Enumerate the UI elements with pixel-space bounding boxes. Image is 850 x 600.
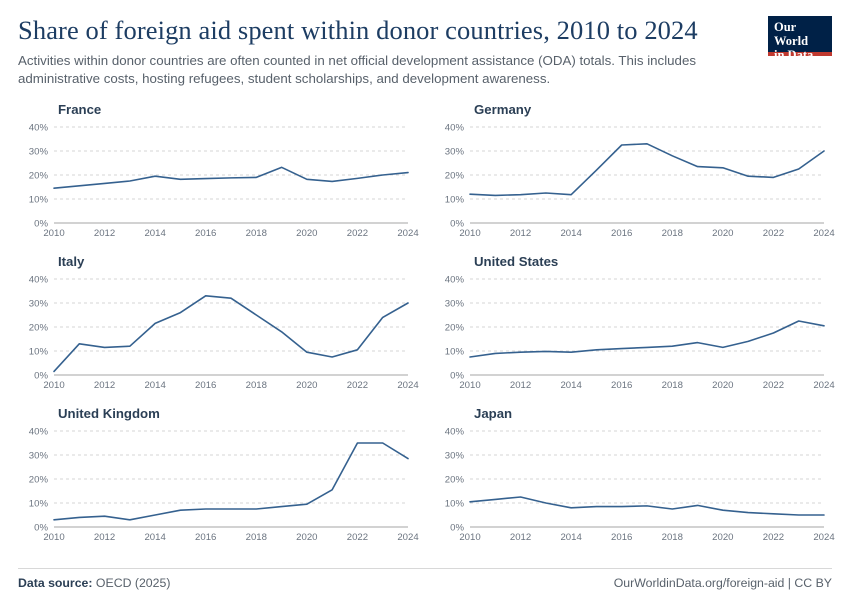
x-tick-label: 2010 xyxy=(459,532,481,544)
x-tick-label: 2014 xyxy=(560,228,582,240)
y-tick-label: 30% xyxy=(28,450,48,462)
y-tick-label: 20% xyxy=(444,170,464,182)
chart-panel xyxy=(434,254,835,402)
plot-area xyxy=(18,271,419,393)
source-value: OECD (2025) xyxy=(95,576,171,590)
y-tick-label: 10% xyxy=(444,194,464,206)
series-line xyxy=(470,321,824,357)
x-tick-label: 2022 xyxy=(346,380,369,392)
x-tick-label: 2020 xyxy=(712,228,734,240)
x-tick-label: 2010 xyxy=(459,228,481,240)
x-tick-label: 2018 xyxy=(661,228,683,240)
chart-panel xyxy=(18,102,419,250)
x-tick-label: 2020 xyxy=(296,228,318,240)
y-tick-label: 0% xyxy=(450,218,464,230)
chart-panel xyxy=(434,406,835,554)
y-tick-label: 10% xyxy=(28,194,48,206)
plot-area xyxy=(18,423,419,545)
x-tick-label: 2012 xyxy=(509,228,532,240)
small-multiples-grid xyxy=(18,102,835,554)
y-tick-label: 40% xyxy=(444,274,464,286)
x-tick-label: 2022 xyxy=(346,532,369,544)
y-tick-label: 20% xyxy=(444,322,464,334)
y-tick-label: 40% xyxy=(444,122,464,134)
y-tick-label: 20% xyxy=(28,170,48,182)
y-tick-label: 40% xyxy=(28,274,48,286)
y-tick-label: 40% xyxy=(28,122,48,134)
y-tick-label: 0% xyxy=(34,522,48,534)
panel-title: Italy xyxy=(58,254,85,270)
y-tick-label: 10% xyxy=(444,346,464,358)
plot-area xyxy=(434,271,835,393)
y-tick-label: 20% xyxy=(444,474,464,486)
x-tick-label: 2016 xyxy=(611,380,633,392)
panel-title: United Kingdom xyxy=(58,406,160,422)
x-tick-label: 2024 xyxy=(397,228,419,240)
y-tick-label: 30% xyxy=(444,450,464,462)
x-tick-label: 2020 xyxy=(296,380,318,392)
owid-logo-line2: in Data xyxy=(774,48,814,63)
source-label: Data source: xyxy=(18,576,93,590)
x-tick-label: 2012 xyxy=(93,380,116,392)
y-tick-label: 10% xyxy=(28,346,48,358)
y-tick-label: 0% xyxy=(450,522,464,534)
x-tick-label: 2010 xyxy=(43,380,65,392)
x-tick-label: 2024 xyxy=(813,532,835,544)
x-tick-label: 2016 xyxy=(195,380,217,392)
y-tick-label: 10% xyxy=(444,498,464,510)
x-tick-label: 2018 xyxy=(245,228,267,240)
x-tick-label: 2024 xyxy=(397,380,419,392)
y-tick-label: 0% xyxy=(34,218,48,230)
y-tick-label: 40% xyxy=(28,426,48,438)
y-tick-label: 30% xyxy=(444,298,464,310)
plot-area xyxy=(18,119,419,241)
y-tick-label: 0% xyxy=(34,370,48,382)
x-tick-label: 2018 xyxy=(245,532,267,544)
chart-panel xyxy=(18,406,419,554)
page-title: Share of foreign aid spent within donor countries, 2010 to 2024 xyxy=(18,15,698,45)
x-tick-label: 2016 xyxy=(195,532,217,544)
y-tick-label: 10% xyxy=(28,498,48,510)
x-tick-label: 2010 xyxy=(459,380,481,392)
chart-header xyxy=(18,16,832,88)
chart-panel xyxy=(18,254,419,402)
owid-logo[interactable] xyxy=(768,16,832,63)
x-tick-label: 2014 xyxy=(144,532,166,544)
x-tick-label: 2014 xyxy=(144,228,166,240)
y-tick-label: 30% xyxy=(28,298,48,310)
line-chart-svg xyxy=(18,423,419,545)
y-tick-label: 40% xyxy=(444,426,464,438)
x-tick-label: 2014 xyxy=(560,380,582,392)
line-chart-svg xyxy=(18,271,419,393)
x-tick-label: 2012 xyxy=(509,532,532,544)
chart-footer xyxy=(18,568,832,590)
line-chart-svg xyxy=(434,423,835,545)
x-tick-label: 2022 xyxy=(762,228,785,240)
x-tick-label: 2024 xyxy=(813,380,835,392)
x-tick-label: 2012 xyxy=(93,532,116,544)
x-tick-label: 2022 xyxy=(762,532,785,544)
series-line xyxy=(54,296,408,372)
x-tick-label: 2018 xyxy=(245,380,267,392)
panel-title: Japan xyxy=(474,406,513,422)
panel-title: United States xyxy=(474,254,559,270)
x-tick-label: 2016 xyxy=(611,228,633,240)
y-tick-label: 0% xyxy=(450,370,464,382)
x-tick-label: 2016 xyxy=(195,228,217,240)
x-tick-label: 2020 xyxy=(712,380,734,392)
x-tick-label: 2012 xyxy=(93,228,116,240)
x-tick-label: 2022 xyxy=(346,228,369,240)
x-tick-label: 2020 xyxy=(712,532,734,544)
y-tick-label: 20% xyxy=(28,322,48,334)
y-tick-label: 30% xyxy=(28,146,48,158)
footer-source xyxy=(18,576,170,590)
page-subtitle: Activities within donor countries are often counted in net official development assistance (ODA) totals. This includes administrative costs, hosting refugees, student scholarships, and development awareness. xyxy=(18,52,696,87)
x-tick-label: 2024 xyxy=(397,532,419,544)
y-tick-label: 20% xyxy=(28,474,48,486)
x-tick-label: 2024 xyxy=(813,228,835,240)
footer-link[interactable]: OurWorldinData.org/foreign-aid | CC BY xyxy=(613,576,832,590)
series-line xyxy=(470,144,824,196)
x-tick-label: 2014 xyxy=(560,532,582,544)
x-tick-label: 2020 xyxy=(296,532,318,544)
x-tick-label: 2022 xyxy=(762,380,785,392)
x-tick-label: 2012 xyxy=(509,380,532,392)
x-tick-label: 2018 xyxy=(661,380,683,392)
x-tick-label: 2014 xyxy=(144,380,166,392)
line-chart-svg xyxy=(434,271,835,393)
plot-area xyxy=(434,119,835,241)
line-chart-svg xyxy=(18,119,419,241)
x-tick-label: 2016 xyxy=(611,532,633,544)
x-tick-label: 2010 xyxy=(43,532,65,544)
y-tick-label: 30% xyxy=(444,146,464,158)
series-line xyxy=(470,497,824,515)
panel-title: Germany xyxy=(474,102,532,118)
series-line xyxy=(54,168,408,189)
plot-area xyxy=(434,423,835,545)
owid-logo-line1: Our World xyxy=(774,20,809,49)
chart-panel xyxy=(434,102,835,250)
x-tick-label: 2010 xyxy=(43,228,65,240)
x-tick-label: 2018 xyxy=(661,532,683,544)
line-chart-svg xyxy=(434,119,835,241)
panel-title: France xyxy=(58,102,102,118)
